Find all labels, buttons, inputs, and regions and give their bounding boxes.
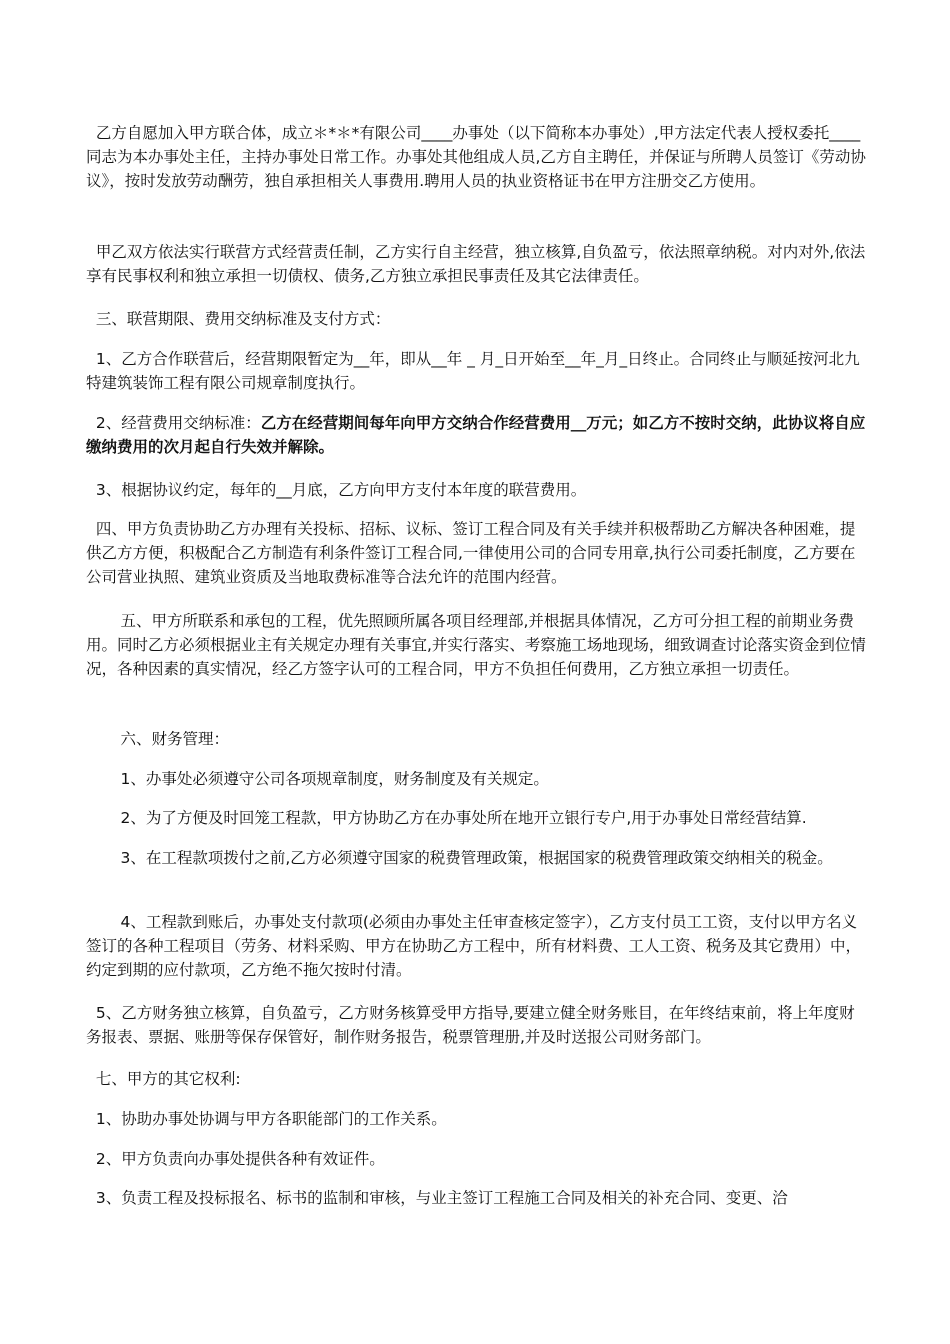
paragraph-term: 1、乙方合作联营后，经营期限暂定为__年，即从__年 _ 月_日开始至__年_月_日终止。合同终止与顺延按河北九特建筑装饰工程有限公司规章制度执行。	[86, 350, 860, 392]
paragraph-rights-1: 1、协助办事处协调与甲方各职能部门的工作关系。	[86, 1110, 447, 1128]
paragraph-fee-standard	[86, 411, 866, 459]
paragraph-finance-2: 2、为了方便及时回笼工程款，甲方协助乙方在办事处所在地开立银行专户,用于办事处日常经营结算.	[86, 809, 807, 827]
fee-standard-bold: 乙方在经营期间每年向甲方交纳合作经营费用__万元；如乙方不按时交纳，此协议将自应缴纳费用的次月起自行失效并解除。	[86, 414, 866, 456]
paragraph-joint-operation: 甲乙双方依法实行联营方式经营责任制，乙方实行自主经营，独立核算,自负盈亏，依法照章纳税。对内对外,依法享有民事权利和独立承担一切债权、债务,乙方独立承担民事责任及其它法律责任。	[86, 243, 866, 285]
paragraph-finance-1: 1、办事处必须遵守公司各项规章制度，财务制度及有关规定。	[86, 770, 549, 788]
paragraph-finance-5: 5、乙方财务独立核算，自负盈亏，乙方财务核算受甲方指导,要建立健全财务账目，在年终结束前，将上年度财务报表、票据、账册等保存保管好，制作财务报告，税票管理册,并及时送报公司财务部门。	[86, 1004, 855, 1046]
paragraph-section-5: 五、甲方所联系和承包的工程，优先照顾所属各项目经理部,并根据具体情况，乙方可分担工程的前期业务费用。同时乙方必须根据业主有关规定办理有关事宜,并实行落实、考察施工场地现场，细致调查讨论落实资金到位情况，各种因素的真实情况，经乙方签字认可的工程合同，甲方不负担任何费用，乙方独立承担一切责任。	[86, 612, 866, 678]
heading-section-6: 六、财务管理：	[86, 730, 229, 748]
paragraph-payment-date: 3、根据协议约定，每年的__月底，乙方向甲方支付本年度的联营费用。	[86, 481, 587, 499]
paragraph-finance-4: 4、工程款到账后，办事处支付款项(必须由办事处主任审查核定签字），乙方支付员工工资，支付以甲方名义签订的各种工程项目（劳务、材料采购、甲方在协助乙方工程中，所有材料费、工人工资、税务及其它费用）中，约定到期的应付款项，乙方绝不拖欠按时付清。	[86, 913, 862, 979]
fee-standard-label: 2、经营费用交纳标准：	[86, 414, 261, 432]
paragraph-rights-2: 2、甲方负责向办事处提供各种有效证件。	[86, 1150, 385, 1168]
paragraph-finance-3: 3、在工程款项拨付之前,乙方必须遵守国家的税费管理政策，根据国家的税费管理政策交纳相关的税金。	[86, 849, 833, 867]
paragraph-office-establishment: 乙方自愿加入甲方联合体，成立＊*＊*有限公司____办事处（以下简称本办事处）,甲方法定代表人授权委托____同志为本办事处主任，主持办事处日常工作。办事处其他组成人员,乙方自主聘任，并保证与所聘人员签订《劳动协议》，按时发放劳动酬劳，独自承担相关人事费用.聘用人员的执业资格证书在甲方注册交乙方使用。	[86, 124, 866, 190]
heading-section-7: 七、甲方的其它权利:	[86, 1070, 241, 1088]
paragraph-section-4: 四、甲方负责协助乙方办理有关投标、招标、议标、签订工程合同及有关手续并积极帮助乙方解决各种困难，提供乙方方便，积极配合乙方制造有利条件签订工程合同,一律使用公司的合同专用章,执行公司委托制度，乙方要在公司营业执照、建筑业资质及当地取费标准等合法允许的范围内经营。	[86, 520, 856, 586]
heading-section-3: 三、联营期限、费用交纳标准及支付方式：	[86, 310, 391, 328]
paragraph-rights-3: 3、负责工程及投标报名、标书的监制和审核，与业主签订工程施工合同及相关的补充合同、变更、洽	[86, 1189, 788, 1207]
